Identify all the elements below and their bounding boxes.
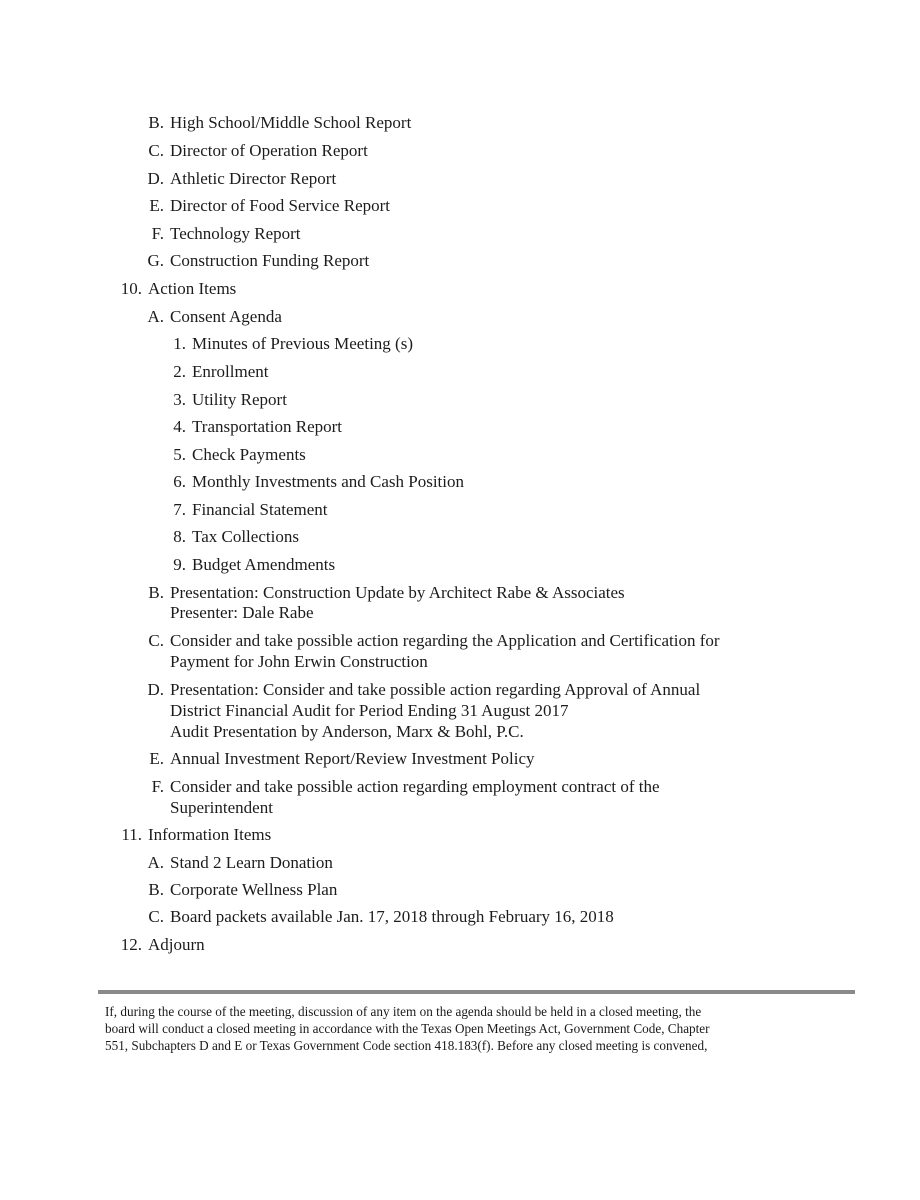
item-text: Consider and take possible action regarding employment contract of the — [170, 777, 660, 796]
notice-line: 551, Subchapters D and E or Texas Government Code section 418.183(f). Before any closed meeting is convened, — [105, 1038, 708, 1053]
item-marker: 9. — [173, 555, 186, 574]
item-marker: C. — [148, 141, 164, 160]
item-text: Director of Food Service Report — [170, 196, 390, 215]
item-text: Financial Statement — [192, 500, 328, 519]
item-text: Monthly Investments and Cash Position — [192, 472, 464, 491]
item-marker: C. — [148, 631, 164, 650]
item-marker: 7. — [173, 500, 186, 519]
item-marker: 4. — [173, 417, 186, 436]
item-marker: 3. — [173, 390, 186, 409]
item-marker: C. — [148, 907, 164, 926]
notice-line: board will conduct a closed meeting in accordance with the Texas Open Meetings Act, Government Code, Chapter — [105, 1021, 710, 1036]
item-text: Audit Presentation by Anderson, Marx & Bohl, P.C. — [170, 722, 524, 741]
item-text: High School/Middle School Report — [170, 113, 412, 132]
item-marker: 10. — [120, 279, 142, 298]
item-text: Board packets available Jan. 17, 2018 through February 16, 2018 — [170, 907, 614, 926]
item-text: District Financial Audit for Period Ending 31 August 2017 — [170, 701, 569, 720]
item-marker: F. — [151, 224, 164, 243]
item-text: Athletic Director Report — [170, 169, 337, 188]
section-divider — [98, 990, 855, 994]
item-text: Utility Report — [192, 390, 287, 409]
item-text: Superintendent — [170, 798, 273, 817]
item-text: Stand 2 Learn Donation — [170, 853, 333, 872]
item-text: Annual Investment Report/Review Investment Policy — [170, 749, 535, 768]
item-text: Consider and take possible action regarding the Application and Certification for — [170, 631, 720, 650]
item-marker: A. — [147, 853, 164, 872]
item-marker: D. — [147, 680, 164, 699]
item-marker: 8. — [173, 527, 186, 546]
item-text: Presentation: Construction Update by Architect Rabe & Associates — [170, 583, 625, 602]
item-text: Action Items — [148, 279, 237, 298]
closed-meeting-notice — [105, 1003, 825, 1054]
item-marker: A. — [147, 307, 164, 326]
item-text: Transportation Report — [192, 417, 343, 436]
item-marker: 12. — [120, 935, 142, 954]
item-text: Corporate Wellness Plan — [170, 880, 338, 899]
item-text: Consent Agenda — [170, 307, 282, 326]
item-text: Tax Collections — [192, 527, 299, 546]
item-marker: G. — [147, 251, 164, 270]
item-marker: F. — [151, 777, 164, 796]
item-text: Adjourn — [148, 935, 205, 954]
item-text: Check Payments — [192, 445, 306, 464]
item-text: Construction Funding Report — [170, 251, 370, 270]
item-marker: D. — [147, 169, 164, 188]
item-text: Information Items — [148, 825, 272, 844]
item-text: Minutes of Previous Meeting (s) — [192, 334, 413, 353]
notice-line: If, during the course of the meeting, discussion of any item on the agenda should be held in a closed meeting, the — [105, 1004, 702, 1019]
item-text: Presentation: Consider and take possible action regarding Approval of Annual — [170, 680, 701, 699]
item-text: Payment for John Erwin Construction — [170, 652, 428, 671]
item-marker: 1. — [173, 334, 186, 353]
item-marker: E. — [149, 749, 164, 768]
item-marker: 2. — [173, 362, 186, 381]
item-text: Enrollment — [192, 362, 269, 381]
item-marker: E. — [149, 196, 164, 215]
item-marker: 5. — [173, 445, 186, 464]
item-marker: 6. — [173, 472, 186, 491]
item-marker: 11. — [121, 825, 142, 844]
item-text: Budget Amendments — [192, 555, 336, 574]
item-text: Director of Operation Report — [170, 141, 368, 160]
item-text: Technology Report — [170, 224, 301, 243]
item-text: Presenter: Dale Rabe — [170, 603, 314, 622]
item-marker: B. — [148, 880, 164, 899]
item-marker: B. — [148, 583, 164, 602]
item-marker: B. — [148, 113, 164, 132]
